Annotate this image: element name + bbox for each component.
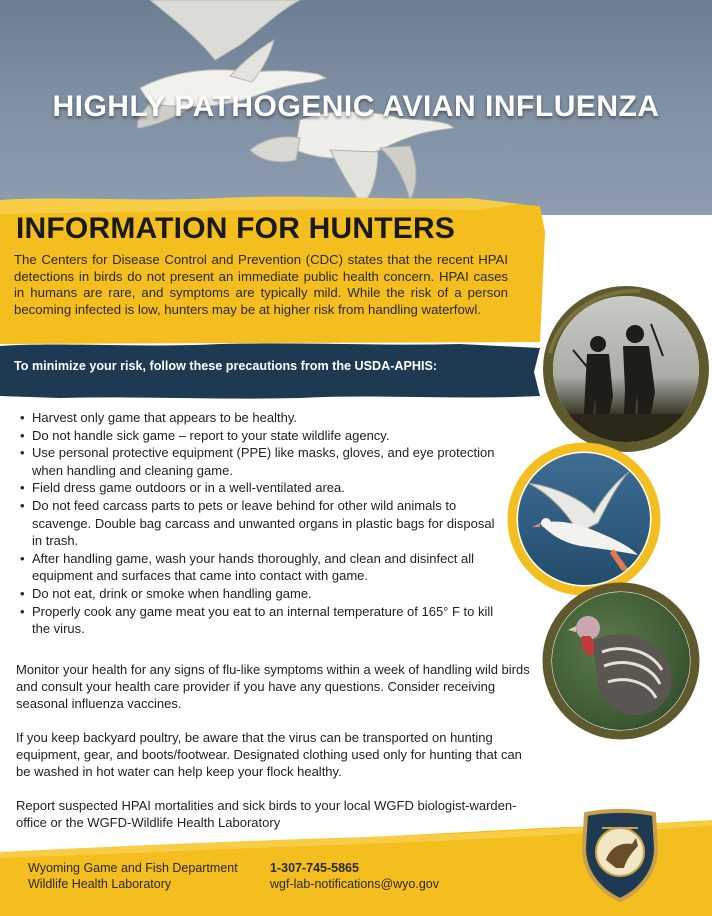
list-item: • Do not feed carcass parts to pets or leave behind for other wild animals to scavenge. Double bag carcass and unwanted organs in plastic bags for disposal in trash. [20,497,500,550]
precautions-list [20,409,500,638]
list-item: • Do not eat, drink or smoke when handling game. [20,585,500,603]
list-item: • Properly cook any game meat you eat to an internal temperature of 165° F to kill the virus. [20,603,500,638]
list-item: • Harvest only game that appears to be healthy. [20,409,500,427]
lab-name: Wildlife Health Laboratory [28,877,172,891]
footer-contact [270,860,439,892]
email-link[interactable]: wgf-lab-notifications@wyo.gov [270,877,440,891]
monitor-paragraph: Monitor your health for any signs of flu-like symptoms within a week of handling wild birds and consult your health care provider if you have any questions. Consider receiving seasonal influenza vaccines. [16,662,530,711]
hunters-photo [553,296,699,442]
phone-number[interactable]: 1-307-745-5865 [270,861,359,875]
precautions-banner: To minimize your risk, follow these precautions from the USDA-APHIS: [14,359,438,373]
list-item: • Field dress game outdoors or in a well-ventilated area. [20,479,500,497]
hunters-silhouette-icon [553,296,699,442]
turkey-photo [552,592,690,730]
section-heading: INFORMATION FOR HUNTERS [16,212,456,245]
poultry-paragraph: If you keep backyard poultry, be aware that the virus can be transported on hunting equipment, gear, and boots/footwear. Designated clothing used only for hunting that can be washed in hot water can help keep your flock healthy. [16,730,522,779]
org-name: Wyoming Game and Fish Department [28,861,238,875]
goose-photo [518,453,650,585]
report-paragraph: Report suspected HPAI mortalities and sick birds to your local WGFD biologist-warden-office or the WGFD-Wildlife Health Laboratory [16,798,517,830]
list-item: • Do not handle sick game – report to your state wildlife agency. [20,427,500,445]
list-item: • Use personal protective equipment (PPE) like masks, gloves, and eye protection when handling and cleaning game. [20,444,500,479]
intro-paragraph: The Centers for Disease Control and Prevention (CDC) states that the recent HPAI detections in birds do not present an immediate public health concern. HPAI cases in humans are rare, and symptoms are typically mild. While the risk of a person becoming infected is low, hunters may be at higher risk from handling waterfowl. [14,252,508,317]
turkey-icon [552,592,690,730]
list-item: • After handling game, wash your hands thoroughly, and clean and disinfect all equipment and surfaces that came into contact with game. [20,550,500,585]
wgfd-badge-logo [580,808,660,904]
footer-organization [28,860,238,892]
main-title: HIGHLY PATHOGENIC AVIAN INFLUENZA [52,90,660,123]
goose-icon [518,453,650,585]
